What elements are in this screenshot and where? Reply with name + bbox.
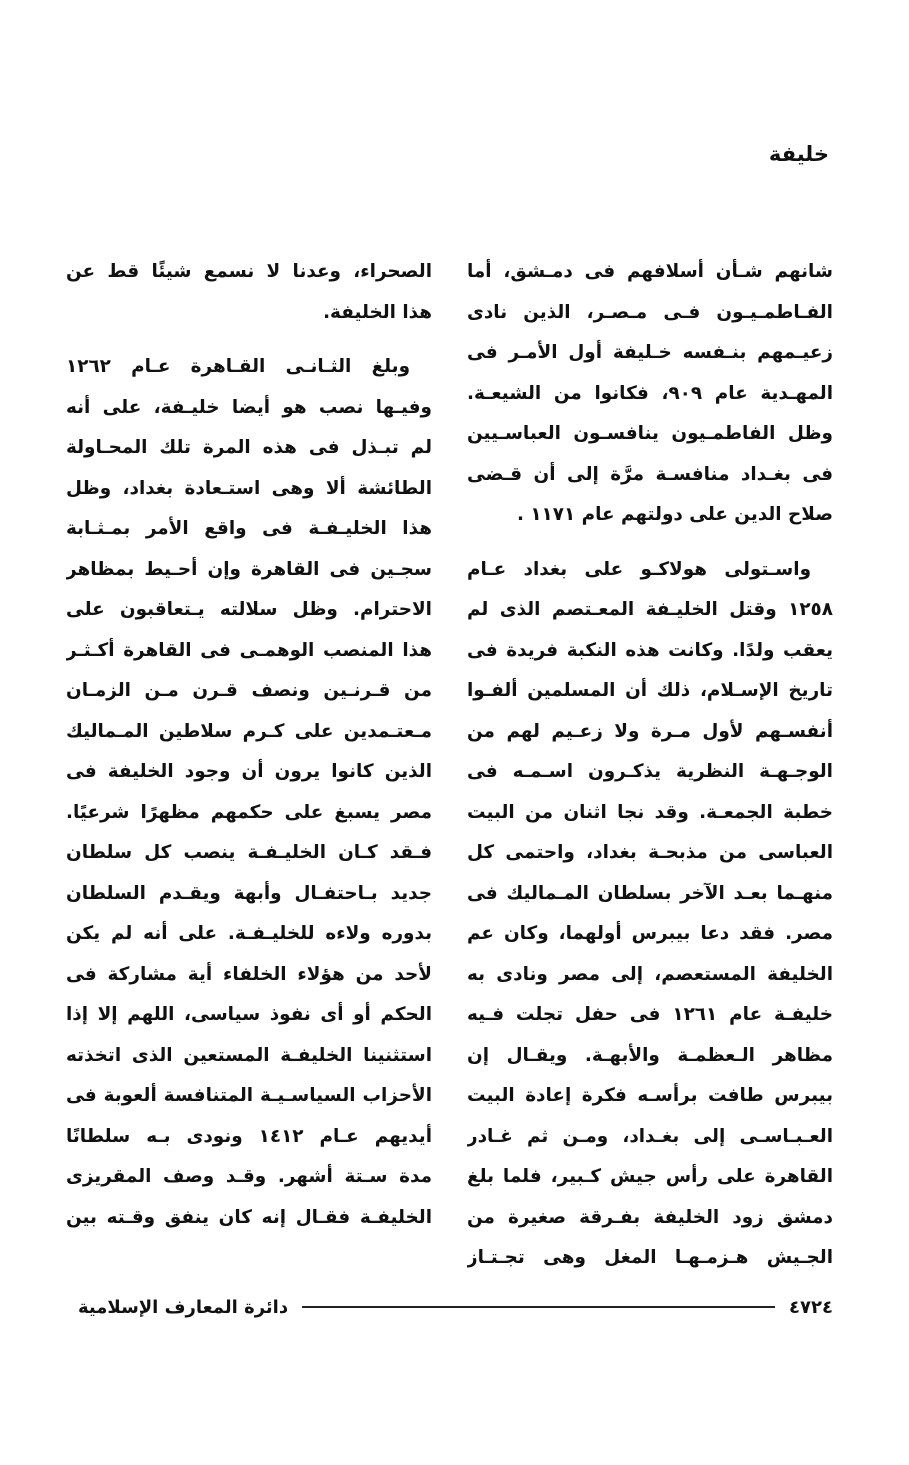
text-line: الذين كانوا يرون أن وجود الخليفة فى	[66, 761, 432, 782]
text-line: ١٢٥٨ وقتل الخليـفة المعـتصم الذى لم	[467, 599, 833, 620]
text-line: الفـاطمـيـون فـى مـصـر، الذين نادى	[467, 301, 833, 323]
text-line: وظل الفاطمـيون ينافسـون العباسـيين	[467, 423, 833, 444]
running-head: خليفة	[768, 142, 829, 166]
text-line: صلاح الدين على دولتهم عام ١١٧١ .	[516, 504, 833, 525]
text-line: جديد بـاحتفـال وأبهة ويقـدم السلطان	[66, 882, 432, 904]
text-line: الخليفـة فقـال إنه كان ينفق وقـته بين	[66, 1206, 432, 1228]
paragraph-gap	[467, 536, 833, 550]
text-line: الخليفة المستعصم، إلى مصر ونادى به	[467, 963, 833, 985]
text-line: المهـدية عام ٩٠٩، فكانوا من الشيعـة.	[467, 382, 833, 404]
text-line: فـقد كـان الخليـفـة ينصب كل سلطان	[66, 842, 432, 863]
text-line: هذا الخليفة.	[323, 301, 432, 323]
text-line: وفيـها نصب هو أيضا خليـفة، على أنه	[66, 396, 432, 418]
text-line: من قـرنـين ونصف قـرن مـن الزمـان	[66, 680, 432, 701]
text-line: يعقب ولدًا. وكانت هذه النكبة فريدة فى	[467, 639, 833, 661]
left-column	[66, 252, 432, 1238]
text-line: خليفـة عام ١٢٦١ فى حفل تجلت فـيه	[467, 1004, 833, 1025]
text-line: فى بغـداد منافسـة مرَّة إلى أن قـضى	[467, 463, 833, 485]
text-line: هذا المنصب الوهمـى فى القاهرة أكـثـر	[66, 639, 432, 661]
right-column	[467, 252, 833, 1279]
paragraph-gap	[66, 333, 432, 347]
text-line: تاريخ الإسـلام، ذلك أن المسلمين ألفـوا	[467, 680, 833, 701]
footer-rule	[302, 1306, 775, 1308]
text-line: مصر يسبغ على حكمهم مظهرًا شرعيًا.	[66, 801, 432, 823]
text-line: أنفسـهم لأول مـرة ولا زعـيم لهم من	[467, 720, 833, 742]
text-line: الصحراء، وعدنا لا نسمع شيئًا قط عن	[66, 261, 432, 282]
text-line: هذا الخليـفـة فى واقع الأمر بمـثـابة	[66, 518, 432, 539]
text-line: لم تبـذل فى هذه المرة تلك المحـاولة	[66, 437, 432, 458]
text-line: أيديهم عـام ١٤١٢ ونودى بـه سلطانًا	[66, 1125, 432, 1147]
page-footer	[78, 1292, 833, 1322]
text-line: العـبـاسـى إلى بغـداد، ومـن ثم غـادر	[467, 1125, 833, 1147]
text-line: الحكم أو أى نفوذ سياسى، اللهم إلا إذا	[66, 1004, 432, 1025]
text-line: خطبة الجمعـة. وقد نجا اثنان من البيت	[467, 801, 833, 823]
text-line: زعيـمهم بنـفسه خـليفة أول الأمـر فى	[467, 342, 833, 363]
text-line: العباسى من مذبحـة بغداد، واحتمى كل	[467, 842, 833, 863]
text-line: بدوره ولاءه للخليـفـة. على أنه لم يكن	[66, 923, 432, 944]
text-line: لأحد من هؤلاء الخلفاء أية مشاركة فى	[66, 963, 432, 985]
text-line: مـعتـمدين على كـرم سلاطين المـماليك	[66, 720, 432, 742]
page-number: ٤٧٢٤	[789, 1296, 833, 1318]
text-line: القاهرة على رأس جيش كـبير، فلما بلغ	[467, 1166, 833, 1187]
text-line: بيبرس طافت برأسـه فكرة إعادة البيت	[467, 1085, 833, 1106]
text-line: دمشق زود الخليفة بفـرقة صغيرة من	[467, 1206, 833, 1228]
text-line: منهـما بعـد الآخر بسلطان المـماليك فى	[467, 882, 833, 904]
text-line: وبلغ الثـانـى القـاهرة عـام ١٢٦٢	[66, 356, 410, 377]
text-line: الطائشة ألا وهى استـعادة بغداد، وظل	[66, 477, 432, 499]
text-line: مصر. فقد دعا بيبرس أولهما، وكان عم	[467, 923, 833, 944]
text-line: استثنينا الخليفـة المستعين الذى اتخذته	[66, 1044, 432, 1066]
text-line: مدة سـتة أشهر. وقـد وصف المقريزى	[66, 1166, 432, 1187]
text-line: الاحترام. وظل سلالته يـتعاقبون على	[66, 599, 432, 620]
text-line: واسـتولى هولاكـو على بغداد عـام	[467, 558, 811, 580]
text-line: مظاهر الـعظمـة والأبهـة. ويقـال إن	[467, 1044, 833, 1066]
publication-title: دائرة المعارف الإسلامية	[78, 1296, 289, 1318]
text-line: سجـين فى القاهرة وإن أحـيط بمظاهر	[66, 558, 432, 580]
text-line: الأحزاب السياسـيـة المتنافسة ألعوبة فى	[66, 1085, 432, 1106]
text-line: الوجـهـة النظرية يذكـرون اسـمـه فى	[467, 761, 833, 782]
text-line: شانهم شـأن أسلافهم فى دمـشق، أما	[467, 261, 833, 282]
text-line: الجـيش هـزمـهـا المغل وهى تجـتـاز	[467, 1247, 833, 1268]
